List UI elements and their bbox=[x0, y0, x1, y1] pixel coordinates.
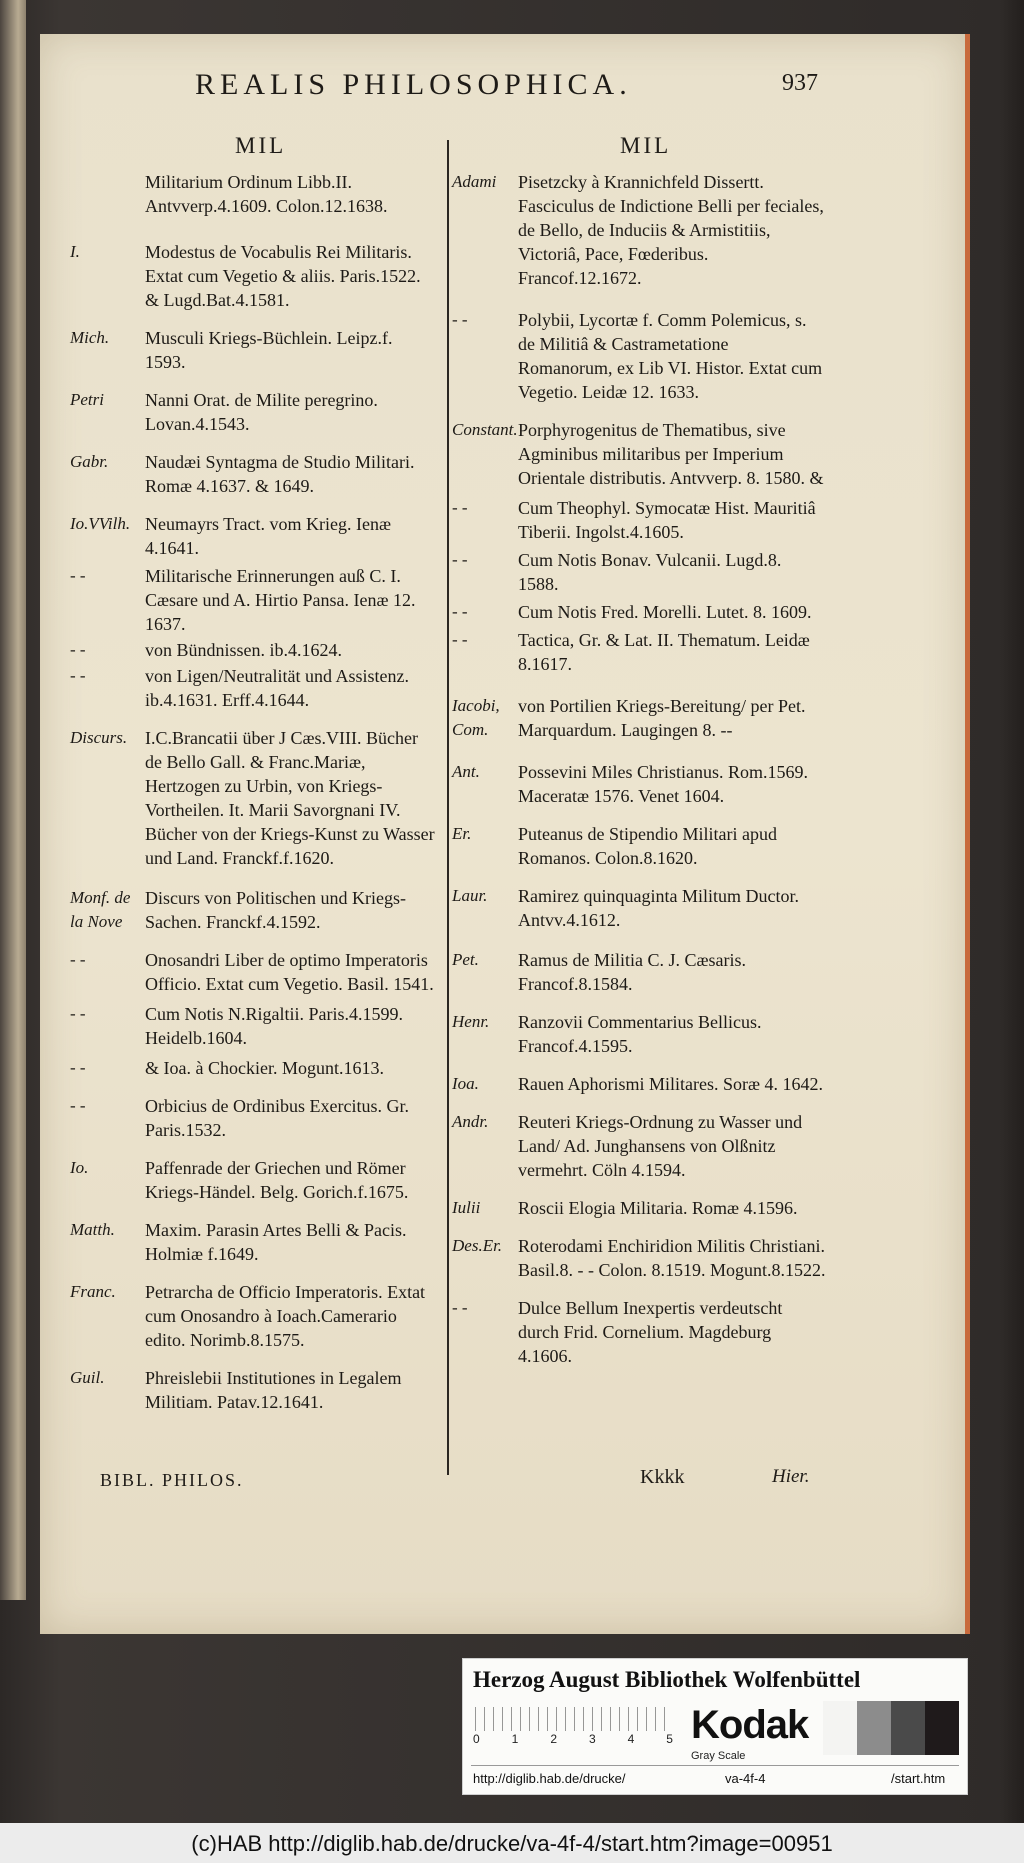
entry-forename: Adami bbox=[452, 172, 497, 191]
entry bbox=[452, 1196, 826, 1220]
entry-text: Phreislebii Institutiones in Legalem Militiam. Patav.12.1641. bbox=[145, 1368, 402, 1412]
entry-forename: - - bbox=[452, 498, 468, 517]
entry-forename: Des.Er. bbox=[452, 1236, 503, 1255]
entry-forename: Guil. bbox=[70, 1368, 105, 1387]
entry-text: Naudæi Syntagma de Studio Militari. Romæ 4.1637. & 1649. bbox=[145, 452, 415, 496]
entry-forename: Io. bbox=[70, 1158, 89, 1177]
entry-text: von Ligen/Neutralität und Assistenz. ib.4.1631. Erff.4.1644. bbox=[145, 666, 409, 710]
gray-swatch bbox=[891, 1701, 925, 1755]
entry bbox=[70, 664, 435, 712]
signature-mark: Kkkk bbox=[640, 1466, 685, 1488]
entry-text: Rauen Aphorismi Militares. Soræ 4. 1642. bbox=[518, 1074, 823, 1094]
entry-text: Ramirez quinquaginta Militum Ductor. Antvv.4.1612. bbox=[518, 886, 799, 930]
entry-forename: Laur. bbox=[452, 886, 488, 905]
entry bbox=[70, 388, 435, 436]
entry bbox=[70, 1218, 435, 1266]
entry-forename: - - bbox=[70, 1004, 86, 1023]
gray-swatch bbox=[823, 1701, 857, 1755]
entry-forename: - - bbox=[70, 640, 86, 659]
copyright-caption: (c)HAB http://diglib.hab.de/drucke/va-4f-4/start.htm?image=00951 bbox=[191, 1831, 833, 1856]
entry bbox=[452, 308, 826, 404]
entry bbox=[452, 694, 826, 742]
entry-forename: - - bbox=[452, 310, 468, 329]
gray-scale-label: Gray Scale bbox=[691, 1750, 746, 1762]
entry-text: Nanni Orat. de Milite peregrino. Lovan.4.1543. bbox=[145, 390, 378, 434]
entry-forename: Pet. bbox=[452, 950, 479, 969]
entry bbox=[70, 726, 435, 870]
facing-page-edge bbox=[0, 0, 26, 1600]
entry bbox=[70, 948, 435, 996]
entry-forename: I. bbox=[70, 242, 80, 261]
entry-forename: Discurs. bbox=[70, 728, 128, 747]
entry-forename: Henr. bbox=[452, 1012, 490, 1031]
entry-forename: - - bbox=[70, 950, 86, 969]
caption-bar bbox=[0, 1823, 1024, 1863]
column-divider bbox=[447, 140, 449, 1475]
entry bbox=[70, 1002, 435, 1050]
entry-text: Neumayrs Tract. vom Krieg. Ienæ 4.1641. bbox=[145, 514, 391, 558]
entry-text: & Ioa. à Chockier. Mogunt.1613. bbox=[145, 1058, 384, 1078]
entry bbox=[452, 1234, 826, 1282]
entry-text: Paffenrade der Griechen und Römer Kriegs-Händel. Belg. Gorich.f.1675. bbox=[145, 1158, 409, 1202]
entry-text: Cum Notis Fred. Morelli. Lutet. 8. 1609. bbox=[518, 602, 812, 622]
entry-text: Discurs von Politischen und Kriegs-Sachen. Franckf.4.1592. bbox=[145, 888, 406, 932]
ruler-number: 2 bbox=[550, 1732, 557, 1746]
entry bbox=[452, 1072, 826, 1096]
entry-forename: Ant. bbox=[452, 762, 480, 781]
entry-text: Pisetzcky à Krannichfeld Dissertt. Fasciculus de Indictione Belli per feciales, de Bello, de Induciis & Armistitiis, Victoriâ, Pace, Fœderibus. Francof.12.1672. bbox=[518, 172, 824, 288]
footer-title: BIBL. PHILOS. bbox=[100, 1470, 244, 1490]
entry-text: Modestus de Vocabulis Rei Militaris. Extat cum Vegetio & aliis. Paris.1522. & Lugd.Bat.4.1581. bbox=[145, 242, 421, 310]
ruler-number: 1 bbox=[511, 1732, 519, 1746]
entry-text: Roscii Elogia Militaria. Romæ 4.1596. bbox=[518, 1198, 798, 1218]
ruler-number: 0 bbox=[473, 1732, 480, 1746]
right-column-head: MIL bbox=[620, 133, 672, 158]
entry-forename: Monf. de la Nove bbox=[70, 888, 131, 931]
ruler-numbers bbox=[473, 1732, 673, 1746]
entry bbox=[70, 450, 435, 498]
kodak-logo: Kodak bbox=[691, 1703, 809, 1747]
entry bbox=[70, 564, 435, 636]
entry bbox=[452, 884, 826, 932]
shelfmark: va-4f-4 bbox=[725, 1771, 766, 1786]
entry-text: Cum Theophyl. Symocatæ Hist. Mauritiâ Tiberii. Ingolst.4.1605. bbox=[518, 498, 816, 542]
entry bbox=[70, 638, 435, 662]
entry bbox=[452, 760, 826, 808]
gray-swatch bbox=[857, 1701, 891, 1755]
entry-text: Reuteri Kriegs-Ordnung zu Wasser und Land/ Ad. Junghansens von Olßnitz vermehrt. Cöln 4.1594. bbox=[518, 1112, 803, 1180]
entry bbox=[70, 1094, 435, 1142]
entry-forename: Iulii bbox=[452, 1198, 481, 1217]
entry-forename: Franc. bbox=[70, 1282, 116, 1301]
entry-text: Onosandri Liber de optimo Imperatoris Officio. Extat cum Vegetio. Basil. 1541. bbox=[145, 950, 434, 994]
entry-forename: - - bbox=[452, 602, 468, 621]
entry-forename: Andr. bbox=[452, 1112, 489, 1131]
card-rule bbox=[471, 1765, 959, 1766]
entry bbox=[70, 326, 435, 374]
entry-forename: - - bbox=[452, 1298, 468, 1317]
entry-text: Dulce Bellum Inexpertis verdeutscht durch Frid. Cornelium. Magdeburg 4.1606. bbox=[518, 1298, 783, 1366]
entry-text: Militarium Ordinum Libb.II. Antvverp.4.1609. Colon.12.1638. bbox=[145, 172, 388, 216]
entry bbox=[70, 240, 435, 312]
right-column bbox=[452, 170, 826, 1382]
entry bbox=[452, 822, 826, 870]
entry-text: Ramus de Militia C. J. Cæsaris. Francof.8.1584. bbox=[518, 950, 747, 994]
entry-forename: - - bbox=[70, 1096, 86, 1115]
page-number: 937 bbox=[782, 70, 818, 96]
entry bbox=[452, 1010, 826, 1058]
entry-forename: - - bbox=[452, 550, 468, 569]
entry-forename bbox=[70, 170, 145, 218]
entry-forename: Gabr. bbox=[70, 452, 109, 471]
entry bbox=[70, 886, 435, 934]
catchword: Hier. bbox=[772, 1466, 810, 1487]
entry-forename: Matth. bbox=[70, 1220, 115, 1239]
entry-forename: - - bbox=[70, 566, 86, 585]
entry-forename: - - bbox=[70, 666, 86, 685]
entry-text: Musculi Kriegs-Büchlein. Leipz.f. 1593. bbox=[145, 328, 393, 372]
library-url: http://diglib.hab.de/drucke/ bbox=[473, 1771, 626, 1786]
entry-text: Ranzovii Commentarius Bellicus. Francof.4.1595. bbox=[518, 1012, 762, 1056]
entry-text: von Bündnissen. ib.4.1624. bbox=[145, 640, 343, 660]
entry bbox=[70, 1280, 435, 1352]
entry-forename: Petri bbox=[70, 390, 104, 409]
gray-swatches bbox=[823, 1701, 959, 1755]
entry bbox=[452, 628, 826, 676]
entry bbox=[452, 948, 826, 996]
entry bbox=[452, 496, 826, 544]
entry-text: Orbicius de Ordinibus Exercitus. Gr. Paris.1532. bbox=[145, 1096, 409, 1140]
entry-forename: Iacobi, Com. bbox=[452, 696, 500, 739]
start-page: /start.htm bbox=[891, 1771, 946, 1786]
entry bbox=[70, 1056, 435, 1080]
gray-swatch bbox=[925, 1701, 959, 1755]
ruler-number: 5 bbox=[666, 1732, 673, 1746]
entry bbox=[70, 512, 435, 560]
entry bbox=[452, 170, 826, 290]
entry-text: Cum Notis Bonav. Vulcanii. Lugd.8. 1588. bbox=[518, 550, 782, 594]
entry-text: Porphyrogenitus de Thematibus, sive Agminibus militaribus per Imperium Orientale distributis. Antvverp. 8. 1580. & bbox=[518, 420, 824, 488]
entry-text: Puteanus de Stipendio Militari apud Romanos. Colon.8.1620. bbox=[518, 824, 777, 868]
entry bbox=[452, 600, 826, 624]
left-column-head: MIL bbox=[235, 133, 287, 158]
entry-forename: Ioa. bbox=[452, 1074, 479, 1093]
entry bbox=[452, 418, 826, 490]
ruler-number: 3 bbox=[588, 1732, 596, 1746]
entry-text: I.C.Brancatii über J Cæs.VIII. Bücher de Bello Gall. & Franc.Mariæ, Hertzogen zu Urbin, von Kriegs-Vortheilen. It. Marii Savorgnani IV. Bücher von der Kriegs-Kunst zu Wasser und Land. Franckf.f.1620. bbox=[145, 728, 435, 868]
entry-forename: Mich. bbox=[70, 328, 110, 347]
entry-text: Maxim. Parasin Artes Belli & Pacis. Holmiæ f.1649. bbox=[145, 1220, 407, 1264]
entry-text: Polybii, Lycortæ f. Comm Polemicus, s. de Militiâ & Castrametatione Romanorum, ex Lib VI. Histor. Extat cum Vegetio. Leidæ 12. 1633. bbox=[518, 310, 823, 402]
running-head: REALIS PHILOSOPHICA. bbox=[195, 68, 632, 101]
entry bbox=[70, 1156, 435, 1204]
entry-text: Roterodami Enchiridion Militis Christiani. Basil.8. - - Colon. 8.1519. Mogunt.8.1522. bbox=[518, 1236, 826, 1280]
entry-forename: Io.VVilh. bbox=[70, 514, 131, 533]
library-name: Herzog August Bibliothek Wolfenbüttel bbox=[473, 1667, 861, 1692]
ruler-number: 4 bbox=[627, 1732, 635, 1746]
left-column bbox=[70, 170, 435, 1428]
entry-forename: - - bbox=[70, 1058, 86, 1077]
entry bbox=[452, 1110, 826, 1182]
entry-forename: - - bbox=[452, 630, 468, 649]
entry-text: von Portilien Kriegs-Bereitung/ per Pet. Marquardum. Laugingen 8. -- bbox=[518, 696, 806, 740]
entry bbox=[452, 548, 826, 596]
entry bbox=[70, 1366, 435, 1414]
entry bbox=[70, 170, 435, 218]
library-target-card bbox=[462, 1658, 968, 1795]
entry bbox=[452, 1296, 826, 1368]
entry-text: Militarische Erinnerungen auß C. I. Cæsare und A. Hirtio Pansa. Ienæ 12. 1637. bbox=[145, 566, 416, 634]
entry-forename: Constant. bbox=[452, 420, 518, 439]
entry-text: Possevini Miles Christianus. Rom.1569. Maceratæ 1576. Venet 1604. bbox=[518, 762, 809, 806]
entry-text: Cum Notis N.Rigaltii. Paris.4.1599. Heidelb.1604. bbox=[145, 1004, 404, 1048]
ruler-scale bbox=[475, 1707, 665, 1731]
entry-text: Petrarcha de Officio Imperatoris. Extat cum Onosandro à Ioach.Camerario edito. Norimb.8.1575. bbox=[145, 1282, 426, 1350]
entry-text: Tactica, Gr. & Lat. II. Thematum. Leidæ 8.1617. bbox=[518, 630, 810, 674]
entry-forename: Er. bbox=[452, 824, 472, 843]
